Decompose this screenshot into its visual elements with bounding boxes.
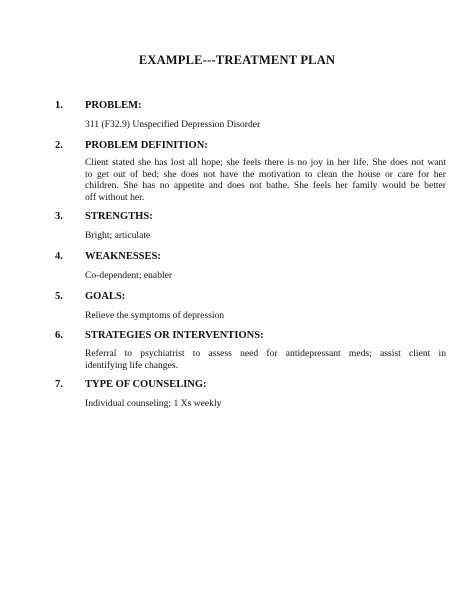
section-heading: TYPE OF COUNSELING: bbox=[85, 379, 207, 390]
section-body bbox=[85, 348, 446, 371]
section-heading: WEAKNESSES: bbox=[85, 251, 161, 262]
section-number: 2. bbox=[55, 140, 63, 151]
body-line: Bright; articulate bbox=[85, 230, 151, 241]
section-body bbox=[85, 270, 446, 282]
body-line: Client stated she has lost all hope; she feels there is no joy in her life. She does not want bbox=[85, 157, 446, 168]
body-line: Individual counseling; 1 Xs weekly bbox=[85, 398, 222, 409]
section-heading: STRENGTHS: bbox=[85, 211, 153, 222]
section-number: 5. bbox=[55, 291, 63, 302]
section-heading: STRATEGIES OR INTERVENTIONS: bbox=[85, 330, 264, 341]
section-heading: PROBLEM DEFINITION: bbox=[85, 140, 208, 151]
body-line: off without her. bbox=[85, 191, 145, 203]
body-line: 311 (F32.9) Unspecified Depression Disorder bbox=[85, 119, 261, 130]
section-body bbox=[85, 398, 446, 410]
section-heading: PROBLEM: bbox=[85, 100, 142, 111]
body-line: children. She has no appetite and does not bathe. She feels her family would be better bbox=[85, 180, 446, 192]
section-number: 4. bbox=[55, 251, 63, 262]
body-line: identifying life changes. bbox=[85, 359, 178, 371]
section-body bbox=[85, 230, 446, 242]
section-number: 1. bbox=[55, 100, 63, 111]
section-body bbox=[85, 157, 446, 203]
section-number: 6. bbox=[55, 330, 63, 341]
body-line: to get out of bed; she does not have the motivation to clean the house or care for her bbox=[85, 168, 446, 180]
body-line: Referral to psychiatrist to assess need for antidepressant meds; assist client in bbox=[85, 348, 446, 359]
section-number: 3. bbox=[55, 211, 63, 222]
section-heading: GOALS: bbox=[85, 291, 126, 302]
section-number: 7. bbox=[55, 379, 63, 390]
body-line: Relieve the symptoms of depression bbox=[85, 310, 225, 321]
body-line: Co-dependent; enabler bbox=[85, 270, 173, 281]
section-body bbox=[85, 310, 446, 322]
document-title: EXAMPLE---TREATMENT PLAN bbox=[138, 53, 336, 67]
section-body bbox=[85, 119, 446, 131]
